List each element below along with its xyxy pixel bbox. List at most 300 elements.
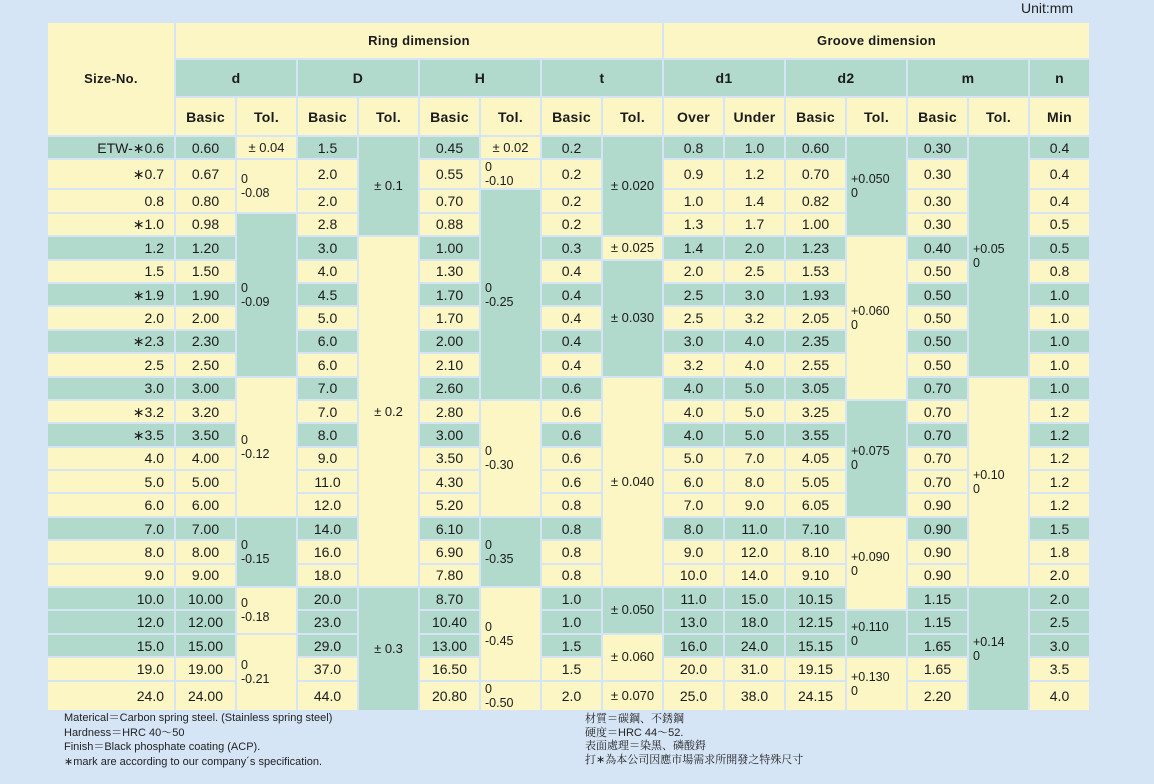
table-row — [47, 447, 1090, 470]
d1-under-cell: 18.0 — [724, 610, 785, 633]
H-tol-cell — [480, 189, 541, 400]
ring-dimension-header: Ring dimension — [175, 22, 663, 59]
tolerance-upper: +0.05 — [973, 242, 1005, 257]
D-basic-cell: 7.0 — [297, 377, 358, 400]
size-no-cell: ∗1.0 — [47, 213, 175, 236]
t-basic-cell: 0.8 — [541, 564, 602, 587]
d1-under-cell: 3.2 — [724, 306, 785, 329]
d1-under-cell: 11.0 — [724, 517, 785, 540]
D-basic-cell: 5.0 — [297, 306, 358, 329]
d1-over-cell: 13.0 — [663, 610, 724, 633]
d1-over-cell: 2.0 — [663, 260, 724, 283]
D-basic-cell: 20.0 — [297, 587, 358, 610]
D-tol-cell: ± 0.1 — [358, 136, 419, 236]
d-basic-cell: 2.00 — [175, 306, 236, 329]
d1-under-cell: 1.4 — [724, 189, 785, 212]
D-basic-cell: 18.0 — [297, 564, 358, 587]
note-material-zh: 材質＝碳鋼、不銹鋼 — [585, 713, 684, 725]
note-finish-zh: 表面處理＝染黑、磷酸鍀 — [585, 740, 706, 752]
t-basic-cell: 0.8 — [541, 540, 602, 563]
m-basic-cell: 0.40 — [907, 236, 968, 259]
tolerance-upper: +0.050 — [851, 172, 890, 187]
size-no-header: Size-No. — [47, 22, 175, 136]
t-basic-cell: 0.4 — [541, 353, 602, 376]
n-min-cell: 4.0 — [1029, 681, 1090, 711]
note-hardness: Hardness＝HRC 40～50 — [64, 726, 185, 739]
tolerance-lower: -0.12 — [241, 446, 270, 461]
d1-under-cell: 38.0 — [724, 681, 785, 711]
H-basic-cell: 2.10 — [419, 353, 480, 376]
d2-tol-cell — [846, 136, 907, 236]
d1-under-cell: 8.0 — [724, 470, 785, 493]
d2-basic-cell: 5.05 — [785, 470, 846, 493]
t-tol-cell: ± 0.050 — [602, 587, 663, 634]
table-row — [47, 213, 1090, 236]
col-D-header: D — [297, 59, 419, 97]
d1-over-cell: 4.0 — [663, 400, 724, 423]
d2-basic-cell: 0.60 — [785, 136, 846, 159]
H-basic-cell: 1.70 — [419, 306, 480, 329]
d-tol-cell — [236, 213, 297, 377]
H-basic-cell: 20.80 — [419, 681, 480, 711]
subheader-d-basic: Basic — [175, 97, 236, 136]
d2-basic-cell: 1.23 — [785, 236, 846, 259]
t-basic-cell: 0.8 — [541, 493, 602, 516]
d-basic-cell: 9.00 — [175, 564, 236, 587]
d1-under-cell: 24.0 — [724, 634, 785, 657]
H-basic-cell: 16.50 — [419, 657, 480, 680]
table-row — [47, 564, 1090, 587]
subheader-D-basic: Basic — [297, 97, 358, 136]
table-row — [47, 470, 1090, 493]
m-basic-cell: 0.30 — [907, 159, 968, 189]
m-basic-cell: 1.65 — [907, 634, 968, 657]
t-basic-cell: 1.5 — [541, 634, 602, 657]
d-tol-cell — [236, 377, 297, 517]
m-basic-cell: 2.20 — [907, 681, 968, 711]
d1-under-cell: 1.2 — [724, 159, 785, 189]
subheader-m-tol: Tol. — [968, 97, 1029, 136]
t-tol-cell: ± 0.040 — [602, 377, 663, 588]
d-basic-cell: 2.30 — [175, 330, 236, 353]
d2-tol-cell — [846, 236, 907, 400]
d-basic-cell: 12.00 — [175, 610, 236, 633]
table-row — [47, 657, 1090, 680]
col-t-header: t — [541, 59, 663, 97]
d2-basic-cell: 2.05 — [785, 306, 846, 329]
m-tol-cell — [968, 377, 1029, 588]
m-basic-cell: 0.90 — [907, 493, 968, 516]
m-basic-cell: 1.15 — [907, 587, 968, 610]
note-hardness-zh: 硬度＝HRC 44～52. — [585, 726, 684, 739]
H-basic-cell: 2.60 — [419, 377, 480, 400]
col-d2-header: d2 — [785, 59, 907, 97]
D-basic-cell: 16.0 — [297, 540, 358, 563]
D-tol-cell: ± 0.2 — [358, 236, 419, 587]
size-no-cell: 5.0 — [47, 470, 175, 493]
tolerance-lower: -0.50 — [485, 695, 514, 710]
table-row — [47, 423, 1090, 446]
d1-over-cell: 3.0 — [663, 330, 724, 353]
d1-over-cell: 0.8 — [663, 136, 724, 159]
size-no-cell: 2.5 — [47, 353, 175, 376]
H-basic-cell: 3.50 — [419, 447, 480, 470]
d-basic-cell: 10.00 — [175, 587, 236, 610]
t-basic-cell: 0.2 — [541, 189, 602, 212]
D-basic-cell: 4.5 — [297, 283, 358, 306]
d2-basic-cell: 1.53 — [785, 260, 846, 283]
t-basic-cell: 1.0 — [541, 587, 602, 610]
m-basic-cell: 0.70 — [907, 400, 968, 423]
subheader-t-tol: Tol. — [602, 97, 663, 136]
D-basic-cell: 4.0 — [297, 260, 358, 283]
tolerance-lower: -0.21 — [241, 672, 270, 687]
H-basic-cell: 1.70 — [419, 283, 480, 306]
d2-tol-cell — [846, 610, 907, 657]
col-d-header: d — [175, 59, 297, 97]
subheader-D-tol: Tol. — [358, 97, 419, 136]
m-basic-cell: 0.70 — [907, 377, 968, 400]
m-basic-cell: 0.50 — [907, 260, 968, 283]
tolerance-lower: 0 — [851, 563, 858, 578]
size-no-cell: 1.2 — [47, 236, 175, 259]
tolerance-lower: -0.09 — [241, 294, 270, 309]
n-min-cell: 1.2 — [1029, 470, 1090, 493]
d-basic-cell: 24.00 — [175, 681, 236, 711]
d2-basic-cell: 0.70 — [785, 159, 846, 189]
d1-under-cell: 4.0 — [724, 353, 785, 376]
d-tol-cell: ± 0.04 — [236, 136, 297, 159]
d2-basic-cell: 7.10 — [785, 517, 846, 540]
subheader-t-basic: Basic — [541, 97, 602, 136]
D-basic-cell: 6.0 — [297, 353, 358, 376]
m-basic-cell: 0.50 — [907, 283, 968, 306]
d1-over-cell: 4.0 — [663, 377, 724, 400]
t-basic-cell: 0.6 — [541, 400, 602, 423]
table-row — [47, 540, 1090, 563]
tolerance-lower: 0 — [851, 683, 858, 698]
tolerance-upper: 0 — [485, 160, 492, 175]
m-basic-cell: 0.30 — [907, 213, 968, 236]
d-basic-cell: 5.00 — [175, 470, 236, 493]
d1-under-cell: 5.0 — [724, 377, 785, 400]
m-basic-cell: 0.30 — [907, 136, 968, 159]
m-basic-cell: 0.90 — [907, 517, 968, 540]
size-no-cell: 3.0 — [47, 377, 175, 400]
d1-under-cell: 4.0 — [724, 330, 785, 353]
H-basic-cell: 1.00 — [419, 236, 480, 259]
d-basic-cell: 0.60 — [175, 136, 236, 159]
m-tol-cell — [968, 136, 1029, 377]
table-row — [47, 634, 1090, 657]
size-no-cell: ETW-∗0.6 — [47, 136, 175, 159]
subheader-H-basic: Basic — [419, 97, 480, 136]
m-basic-cell: 0.50 — [907, 353, 968, 376]
table-row — [47, 260, 1090, 283]
d1-over-cell: 25.0 — [663, 681, 724, 711]
m-basic-cell: 0.90 — [907, 540, 968, 563]
d-basic-cell: 0.98 — [175, 213, 236, 236]
d-basic-cell: 0.80 — [175, 189, 236, 212]
subheader-n-min: Min — [1029, 97, 1090, 136]
tolerance-lower: -0.08 — [241, 186, 270, 201]
n-min-cell: 1.2 — [1029, 400, 1090, 423]
size-no-cell: 9.0 — [47, 564, 175, 587]
n-min-cell: 3.0 — [1029, 634, 1090, 657]
size-no-cell: 1.5 — [47, 260, 175, 283]
note-finish: Finish＝Black phosphate coating (ACP). — [64, 741, 261, 753]
n-min-cell: 2.0 — [1029, 587, 1090, 610]
d2-basic-cell: 8.10 — [785, 540, 846, 563]
tolerance-upper: 0 — [485, 681, 492, 696]
d2-basic-cell: 9.10 — [785, 564, 846, 587]
tolerance-lower: -0.10 — [485, 174, 514, 189]
tolerance-upper: +0.10 — [973, 467, 1005, 482]
d1-under-cell: 31.0 — [724, 657, 785, 680]
m-basic-cell: 0.50 — [907, 330, 968, 353]
subheader-d2-basic: Basic — [785, 97, 846, 136]
tolerance-lower: 0 — [851, 458, 858, 473]
tolerance-upper: 0 — [241, 596, 248, 611]
size-no-cell: 7.0 — [47, 517, 175, 540]
n-min-cell: 0.8 — [1029, 260, 1090, 283]
H-tol-cell — [480, 517, 541, 587]
D-basic-cell: 14.0 — [297, 517, 358, 540]
m-basic-cell: 0.70 — [907, 470, 968, 493]
H-tol-cell — [480, 587, 541, 681]
H-basic-cell: 13.00 — [419, 634, 480, 657]
d-basic-cell: 2.50 — [175, 353, 236, 376]
table-row — [47, 330, 1090, 353]
size-no-cell: 12.0 — [47, 610, 175, 633]
tolerance-upper: +0.090 — [851, 549, 890, 564]
n-min-cell: 1.0 — [1029, 283, 1090, 306]
H-basic-cell: 2.80 — [419, 400, 480, 423]
m-basic-cell: 1.65 — [907, 657, 968, 680]
t-basic-cell: 0.4 — [541, 283, 602, 306]
d2-tol-cell — [846, 657, 907, 710]
col-n-header: n — [1029, 59, 1090, 97]
H-basic-cell: 8.70 — [419, 587, 480, 610]
size-no-cell: ∗3.2 — [47, 400, 175, 423]
subheader-d2-tol: Tol. — [846, 97, 907, 136]
n-min-cell: 1.2 — [1029, 423, 1090, 446]
size-no-cell: 0.8 — [47, 189, 175, 212]
tolerance-lower: 0 — [973, 648, 980, 663]
t-basic-cell: 1.0 — [541, 610, 602, 633]
n-min-cell: 1.0 — [1029, 306, 1090, 329]
d1-under-cell: 9.0 — [724, 493, 785, 516]
tolerance-upper: +0.130 — [851, 669, 890, 684]
t-basic-cell: 1.5 — [541, 657, 602, 680]
m-tol-cell — [968, 587, 1029, 711]
d1-over-cell: 6.0 — [663, 470, 724, 493]
subheader-d1-under: Under — [724, 97, 785, 136]
tolerance-upper: 0 — [241, 658, 248, 673]
tolerance-upper: 0 — [485, 619, 492, 634]
material-notes-chinese — [585, 713, 803, 767]
tolerance-upper: +0.075 — [851, 444, 890, 459]
col-H-header: H — [419, 59, 541, 97]
D-tol-cell: ± 0.3 — [358, 587, 419, 711]
table-row — [47, 493, 1090, 516]
d-basic-cell: 15.00 — [175, 634, 236, 657]
d-basic-cell: 6.00 — [175, 493, 236, 516]
d-basic-cell: 1.20 — [175, 236, 236, 259]
tolerance-upper: 0 — [241, 537, 248, 552]
d1-under-cell: 5.0 — [724, 423, 785, 446]
n-min-cell: 2.0 — [1029, 564, 1090, 587]
d2-basic-cell: 15.15 — [785, 634, 846, 657]
n-min-cell: 1.0 — [1029, 377, 1090, 400]
d1-over-cell: 9.0 — [663, 540, 724, 563]
d2-basic-cell: 4.05 — [785, 447, 846, 470]
d2-basic-cell: 2.35 — [785, 330, 846, 353]
n-min-cell: 0.4 — [1029, 159, 1090, 189]
t-tol-cell: ± 0.025 — [602, 236, 663, 259]
H-basic-cell: 0.45 — [419, 136, 480, 159]
d1-over-cell: 4.0 — [663, 423, 724, 446]
d1-under-cell: 2.5 — [724, 260, 785, 283]
d1-over-cell: 0.9 — [663, 159, 724, 189]
t-tol-cell: ± 0.060 — [602, 634, 663, 681]
size-no-cell: 19.0 — [47, 657, 175, 680]
d2-basic-cell: 3.05 — [785, 377, 846, 400]
tolerance-lower: 0 — [973, 256, 980, 271]
n-min-cell: 2.5 — [1029, 610, 1090, 633]
n-min-cell: 1.8 — [1029, 540, 1090, 563]
table-row — [47, 681, 1090, 711]
table-row — [47, 400, 1090, 423]
d1-under-cell: 12.0 — [724, 540, 785, 563]
H-basic-cell: 6.10 — [419, 517, 480, 540]
t-basic-cell: 0.4 — [541, 260, 602, 283]
n-min-cell: 1.2 — [1029, 493, 1090, 516]
size-no-cell: 10.0 — [47, 587, 175, 610]
size-no-cell: 24.0 — [47, 681, 175, 711]
d1-over-cell: 2.5 — [663, 306, 724, 329]
D-basic-cell: 2.8 — [297, 213, 358, 236]
size-no-cell: 4.0 — [47, 447, 175, 470]
D-basic-cell: 8.0 — [297, 423, 358, 446]
material-notes-english — [64, 711, 332, 769]
subheader-m-basic: Basic — [907, 97, 968, 136]
H-basic-cell: 0.88 — [419, 213, 480, 236]
t-basic-cell: 0.8 — [541, 517, 602, 540]
t-basic-cell: 0.6 — [541, 423, 602, 446]
size-no-cell: 6.0 — [47, 493, 175, 516]
unit-label: Unit:mm — [1021, 0, 1074, 16]
d-tol-cell — [236, 159, 297, 212]
d1-over-cell: 10.0 — [663, 564, 724, 587]
subheader-d-tol: Tol. — [236, 97, 297, 136]
d-tol-cell — [236, 587, 297, 634]
d1-under-cell: 14.0 — [724, 564, 785, 587]
size-no-cell: ∗0.7 — [47, 159, 175, 189]
d1-over-cell: 11.0 — [663, 587, 724, 610]
size-no-cell: ∗1.9 — [47, 283, 175, 306]
t-basic-cell: 0.6 — [541, 377, 602, 400]
D-basic-cell: 23.0 — [297, 610, 358, 633]
d2-basic-cell: 2.55 — [785, 353, 846, 376]
tolerance-lower: -0.18 — [241, 610, 270, 625]
d1-over-cell: 2.5 — [663, 283, 724, 306]
subheader-H-tol: Tol. — [480, 97, 541, 136]
tolerance-lower: 0 — [851, 318, 858, 333]
tolerance-upper: +0.14 — [973, 634, 1005, 649]
d-basic-cell: 0.67 — [175, 159, 236, 189]
H-basic-cell: 6.90 — [419, 540, 480, 563]
tolerance-lower: -0.45 — [485, 633, 514, 648]
d1-over-cell: 1.0 — [663, 189, 724, 212]
d1-under-cell: 7.0 — [724, 447, 785, 470]
d-tol-cell — [236, 517, 297, 587]
t-tol-cell: ± 0.030 — [602, 260, 663, 377]
tolerance-upper: 0 — [485, 280, 492, 295]
note-mark: ∗mark are according to our company´s specification. — [64, 755, 323, 768]
H-basic-cell: 1.30 — [419, 260, 480, 283]
tolerance-lower: 0 — [973, 481, 980, 496]
table-row — [47, 610, 1090, 633]
d1-under-cell: 2.0 — [724, 236, 785, 259]
t-basic-cell: 0.2 — [541, 159, 602, 189]
col-d1-header: d1 — [663, 59, 785, 97]
d1-under-cell: 3.0 — [724, 283, 785, 306]
D-basic-cell: 9.0 — [297, 447, 358, 470]
d1-over-cell: 1.3 — [663, 213, 724, 236]
d1-under-cell: 1.0 — [724, 136, 785, 159]
t-basic-cell: 0.2 — [541, 213, 602, 236]
H-basic-cell: 10.40 — [419, 610, 480, 633]
H-tol-cell — [480, 159, 541, 189]
size-no-cell: ∗2.3 — [47, 330, 175, 353]
d2-basic-cell: 19.15 — [785, 657, 846, 680]
H-tol-cell — [480, 681, 541, 711]
d1-over-cell: 16.0 — [663, 634, 724, 657]
D-basic-cell: 1.5 — [297, 136, 358, 159]
t-basic-cell: 2.0 — [541, 681, 602, 711]
D-basic-cell: 44.0 — [297, 681, 358, 711]
table-row — [47, 136, 1090, 159]
retaining-ring-spec-table — [46, 21, 1091, 712]
n-min-cell: 0.4 — [1029, 189, 1090, 212]
n-min-cell: 0.5 — [1029, 213, 1090, 236]
d-basic-cell: 3.50 — [175, 423, 236, 446]
m-basic-cell: 1.15 — [907, 610, 968, 633]
m-basic-cell: 0.70 — [907, 423, 968, 446]
H-basic-cell: 7.80 — [419, 564, 480, 587]
d-basic-cell: 3.00 — [175, 377, 236, 400]
table-row — [47, 236, 1090, 259]
tolerance-lower: -0.30 — [485, 458, 514, 473]
d-basic-cell: 1.50 — [175, 260, 236, 283]
t-basic-cell: 0.4 — [541, 306, 602, 329]
D-basic-cell: 11.0 — [297, 470, 358, 493]
t-tol-cell: ± 0.020 — [602, 136, 663, 236]
n-min-cell: 3.5 — [1029, 657, 1090, 680]
H-basic-cell: 4.30 — [419, 470, 480, 493]
n-min-cell: 1.5 — [1029, 517, 1090, 540]
table-row — [47, 283, 1090, 306]
m-basic-cell: 0.50 — [907, 306, 968, 329]
H-tol-cell: ± 0.02 — [480, 136, 541, 159]
D-basic-cell: 6.0 — [297, 330, 358, 353]
table-row — [47, 189, 1090, 212]
d-basic-cell: 7.00 — [175, 517, 236, 540]
H-basic-cell: 0.70 — [419, 189, 480, 212]
H-basic-cell: 3.00 — [419, 423, 480, 446]
d1-under-cell: 1.7 — [724, 213, 785, 236]
